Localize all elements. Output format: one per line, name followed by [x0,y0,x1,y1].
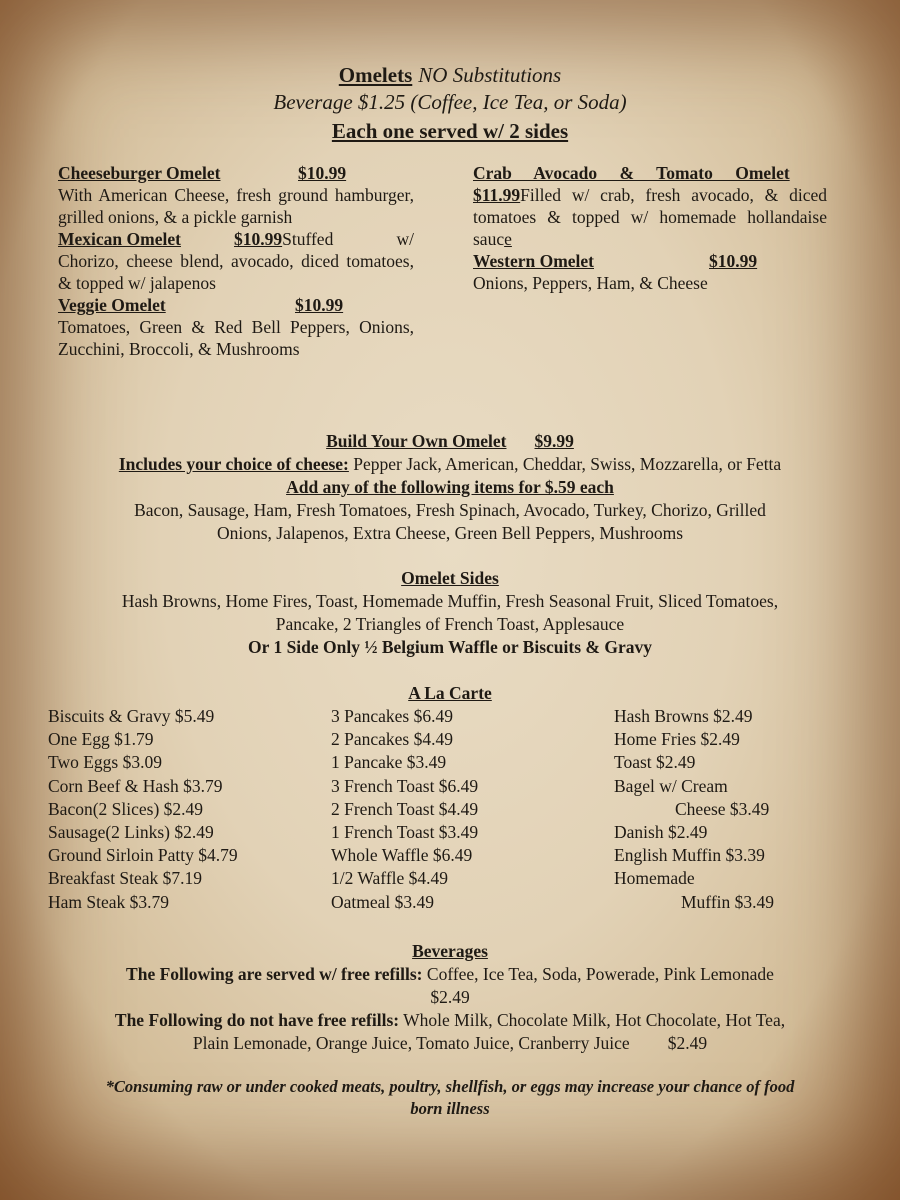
refill-label: The Following are served w/ free refills: [126,964,423,984]
a-la-carte-column-1 [48,705,238,914]
food-safety-disclaimer [20,1076,880,1120]
list-item: 1 Pancake $3.49 [331,752,447,773]
sides-alternative: Or 1 Side Only ½ Belgium Waffle or Biscuits & Gravy [248,637,652,657]
disclaimer-line: born illness [410,1099,490,1118]
item-description: Filled w/ crab, fresh avocado, & diced tomatoes & topped w/ homemade hollandaise sauc [473,185,827,249]
list-item: 2 Pancakes $4.49 [331,729,453,750]
list-item: One Egg $1.79 [48,729,154,750]
list-item-continued: Muffin $3.49 [681,891,775,912]
list-item: 1 French Toast $3.49 [331,822,479,843]
item-name: Crab Avocado & Tomato Omelet [473,163,790,183]
list-item: 1/2 Waffle $4.49 [331,868,449,889]
item-description-end: e [504,229,512,249]
build-your-own-price: $9.99 [534,431,574,451]
beverages-title: Beverages [412,941,488,961]
item-description: With American Cheese, fresh ground hamburger, grilled onions, & a pickle garnish [58,185,414,227]
list-item: Two Eggs $3.09 [48,752,162,773]
list-item: Bacon(2 Slices) $2.49 [48,798,204,819]
item-name: Cheeseburger Omelet [58,163,221,183]
norefill-items: Whole Milk, Chocolate Milk, Hot Chocolate, Hot Tea, [403,1010,786,1030]
section-title: Build Your Own Omelet [326,431,507,451]
list-item: Oatmeal $3.49 [331,891,435,912]
disclaimer-line: *Consuming raw or under cooked meats, poultry, shellfish, or eggs may increase your chance of food [105,1077,795,1096]
list-item: Corn Beef & Hash $3.79 [48,775,223,796]
norefill-items-2: Plain Lemonade, Orange Juice, Tomato Juice, Cranberry Juice [192,1033,630,1053]
item-price: $11.99 [473,185,521,205]
list-item: Bagel w/ Cream [614,775,728,796]
item-price: $10.99 [234,229,283,249]
refill-price: $2.49 [430,987,470,1007]
item-price: $10.99 [298,163,347,183]
cheese-choice-line [30,453,870,476]
list-item: Hash Browns $2.49 [614,706,753,726]
sides-line: Pancake, 2 Triangles of French Toast, Applesauce [275,614,625,634]
omelets-left-column [58,162,414,360]
addons-line: Onions, Jalapenos, Extra Cheese, Green Bell Peppers, Mushrooms [216,523,684,543]
a-la-carte-column-2 [331,705,478,914]
list-item: Biscuits & Gravy $5.49 [48,706,215,726]
menu-item-cheeseburger-omelet [58,162,414,228]
beverage-note: Beverage $1.25 (Coffee, Ice Tea, or Soda) [273,90,627,114]
refill-line [20,963,880,986]
item-description: Onions, Peppers, Ham, & Cheese [473,273,708,293]
sides-line: Hash Browns, Home Fires, Toast, Homemade Muffin, Fresh Seasonal Fruit, Sliced Tomatoes, [121,591,779,611]
build-your-own-title [30,430,870,453]
list-item: Sausage(2 Links) $2.49 [48,822,214,843]
item-description: Tomatoes, Green & Red Bell Peppers, Onions, Zucchini, Broccoli, & Mushrooms [58,317,414,359]
cheese-options: Pepper Jack, American, Cheddar, Swiss, Mozzarella, or Fetta [353,454,782,474]
norefill-price: $2.49 [667,1033,708,1053]
build-your-own-section [30,430,870,545]
addons-line: Bacon, Sausage, Ham, Fresh Tomatoes, Fresh Spinach, Avocado, Turkey, Chorizo, Grilled [134,500,766,520]
list-item: Danish $2.49 [614,822,708,843]
item-name: Veggie Omelet [58,295,166,315]
norefill-line-2 [20,1032,880,1055]
list-item: Toast $2.49 [614,752,696,773]
list-item: 2 French Toast $4.49 [331,798,479,819]
menu-item-mexican-omelet [58,228,414,294]
list-item: Whole Waffle $6.49 [331,845,473,866]
list-item: Homemade [614,868,695,889]
menu-item-crab-omelet [473,162,827,250]
cheese-choice-label: Includes your choice of cheese: [118,454,349,474]
item-price: $10.99 [709,251,758,271]
item-description: Stuffed w/ Chorizo, cheese blend, avocado, diced tomatoes, & topped w/ jalapenos [58,229,414,293]
a-la-carte-column-3 [614,705,774,914]
omelet-sides-title: Omelet Sides [401,568,499,588]
item-price: $10.99 [295,295,344,315]
no-substitutions-note: NO Substitutions [418,63,562,87]
norefill-label: The Following do not have free refills: [114,1010,400,1030]
omelets-heading: Omelets [338,63,413,87]
list-item: Home Fries $2.49 [614,729,740,750]
addons-title: Add any of the following items for $.59 each [286,477,614,497]
menu-header-title [0,63,900,88]
norefill-line [20,1009,880,1032]
item-name: Western Omelet [473,251,594,271]
item-name: Mexican Omelet [58,229,181,249]
list-item: 3 French Toast $6.49 [331,775,479,796]
list-item: 3 Pancakes $6.49 [331,706,453,726]
list-item: Ham Steak $3.79 [48,891,170,912]
a-la-carte-title: A La Carte [408,683,492,703]
menu-item-western-omelet [473,250,827,294]
sides-note: Each one served w/ 2 sides [331,119,569,143]
list-item-continued: Cheese $3.49 [675,798,770,819]
omelets-right-column [473,162,827,294]
menu-item-veggie-omelet [58,294,414,360]
refill-items: Coffee, Ice Tea, Soda, Powerade, Pink Lemonade [426,964,774,984]
list-item: English Muffin $3.39 [614,845,765,866]
list-item: Ground Sirloin Patty $4.79 [48,845,238,866]
beverages-section [20,940,880,1055]
list-item: Breakfast Steak $7.19 [48,868,203,889]
omelet-sides-section [30,567,870,659]
